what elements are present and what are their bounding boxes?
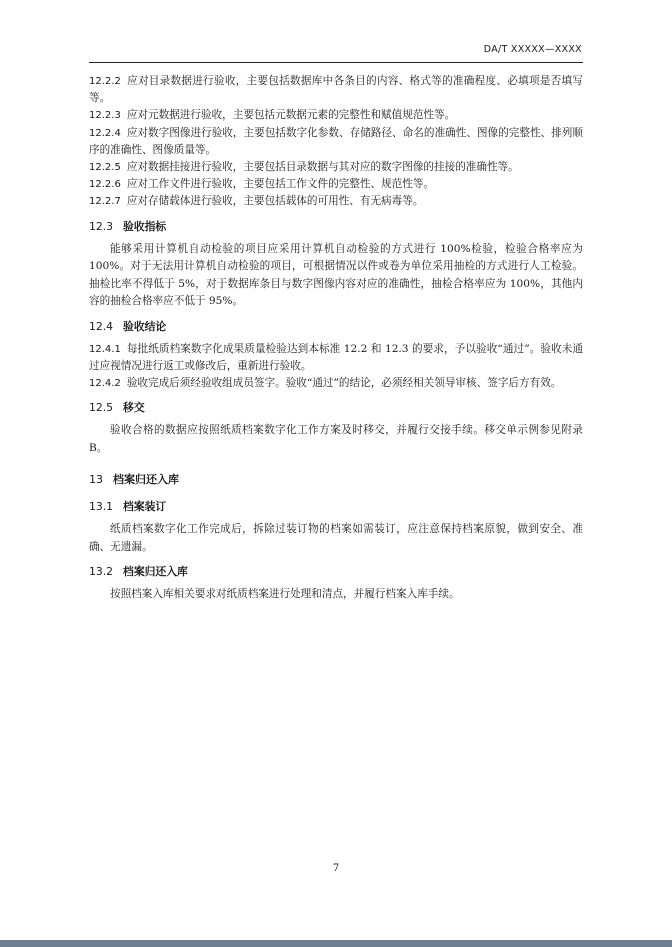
clause-12-2-4 (89, 125, 583, 159)
clause-number: 12.2.7 (89, 196, 121, 208)
heading-number: 12.5 (89, 401, 114, 415)
clause-text: 应对元数据进行验收，主要包括元数据元素的完整性和赋值规范性等。 (126, 109, 456, 122)
heading-title: 验收结论 (123, 319, 167, 333)
heading-number: 12.3 (89, 219, 114, 233)
clause-text: 应对数字图像进行验收，主要包括数字化参数、存储路径、命名的准确性、图像的完整性、排列顺序的准确性、图像质量等。 (89, 126, 583, 156)
clause-12-2-5 (89, 159, 583, 176)
clause-text: 验收完成后须经验收组成员签字。验收“通过”的结论，必须经相关领导审核、签字后方有效。 (126, 377, 562, 390)
header-rule (89, 62, 583, 63)
clause-text: 应对存储载体进行验收，主要包括载体的可用性、有无病毒等。 (126, 195, 424, 208)
standard-code: DA/T XXXXX—XXXX (483, 44, 582, 55)
heading-title: 档案归还入库 (113, 473, 179, 487)
heading-title: 移交 (123, 401, 145, 415)
paragraph-12-3: 能够采用计算机自动检验的项目应采用计算机自动检验的方式进行 100%检验，检验合格率应为 100%。对于无法用计算机自动检验的项目，可根据情况以件或卷为单位采用抽检的方式进行人工检验。抽检比率不得低于 5%，对于数据库条目与数字图像内容对应的准确性，抽检合格率应为 100%，其他内容的抽检合格率应不低于 95%。 (89, 242, 583, 308)
clause-number: 12.4.1 (89, 343, 121, 355)
clause-number: 12.2.3 (89, 110, 121, 122)
heading-13-2 (89, 563, 583, 580)
heading-12-4 (89, 318, 583, 335)
heading-title: 验收指标 (123, 219, 167, 233)
clause-12-4-1 (89, 341, 583, 375)
clause-number: 12.2.5 (89, 162, 121, 174)
clause-12-2-7 (89, 193, 583, 210)
heading-13-1 (89, 498, 583, 515)
heading-number: 13.1 (89, 500, 114, 514)
clause-text: 应对工作文件进行验收，主要包括工作文件的完整性、规范性等。 (126, 178, 435, 191)
clause-number: 12.4.2 (89, 378, 121, 390)
clause-12-2-2 (89, 73, 583, 107)
clause-number: 12.2.2 (89, 76, 121, 87)
page-number: 7 (332, 863, 340, 874)
paragraph-13-1: 纸质档案数字化工作完成后，拆除过装订物的档案如需装订，应注意保持档案原貌，做到安全、准确、无遗漏。 (89, 523, 583, 553)
page-content (89, 73, 583, 604)
clause-12-2-6 (89, 176, 583, 193)
clause-number: 12.2.4 (89, 127, 121, 139)
heading-number: 13.2 (89, 565, 114, 579)
heading-title: 档案归还入库 (123, 565, 188, 579)
clause-number: 12.2.6 (89, 179, 121, 191)
clause-12-4-2 (89, 375, 583, 392)
clause-text: 每批纸质档案数字化成果质量检验达到本标准 12.2 和 12.3 的要求，予以验收“通过”。验收未通过应视情况进行返工或修改后，重新进行验收。 (89, 342, 583, 372)
heading-number: 12.4 (89, 319, 114, 333)
heading-title: 档案装订 (123, 500, 167, 514)
heading-number: 13 (89, 473, 103, 487)
paragraph-12-5: 验收合格的数据应按照纸质档案数字化工作方案及时移交，并履行交接手续。移交单示例参见附录 B。 (89, 424, 583, 454)
heading-13 (89, 471, 583, 488)
heading-12-5 (89, 399, 583, 416)
clause-12-2-3 (89, 107, 583, 124)
paragraph-13-2: 按照档案入库相关要求对纸质档案进行处理和清点，并履行档案入库手续。 (110, 588, 460, 601)
heading-12-3 (89, 218, 583, 235)
clause-text: 应对数据挂接进行验收，主要包括目录数据与其对应的数字图像的挂接的准确性等。 (126, 161, 519, 174)
clause-text: 应对目录数据进行验收，主要包括数据库中各条目的内容、格式等的准确程度、必填项是否填写等。 (89, 75, 583, 105)
viewer-bottom-bar (0, 940, 672, 947)
